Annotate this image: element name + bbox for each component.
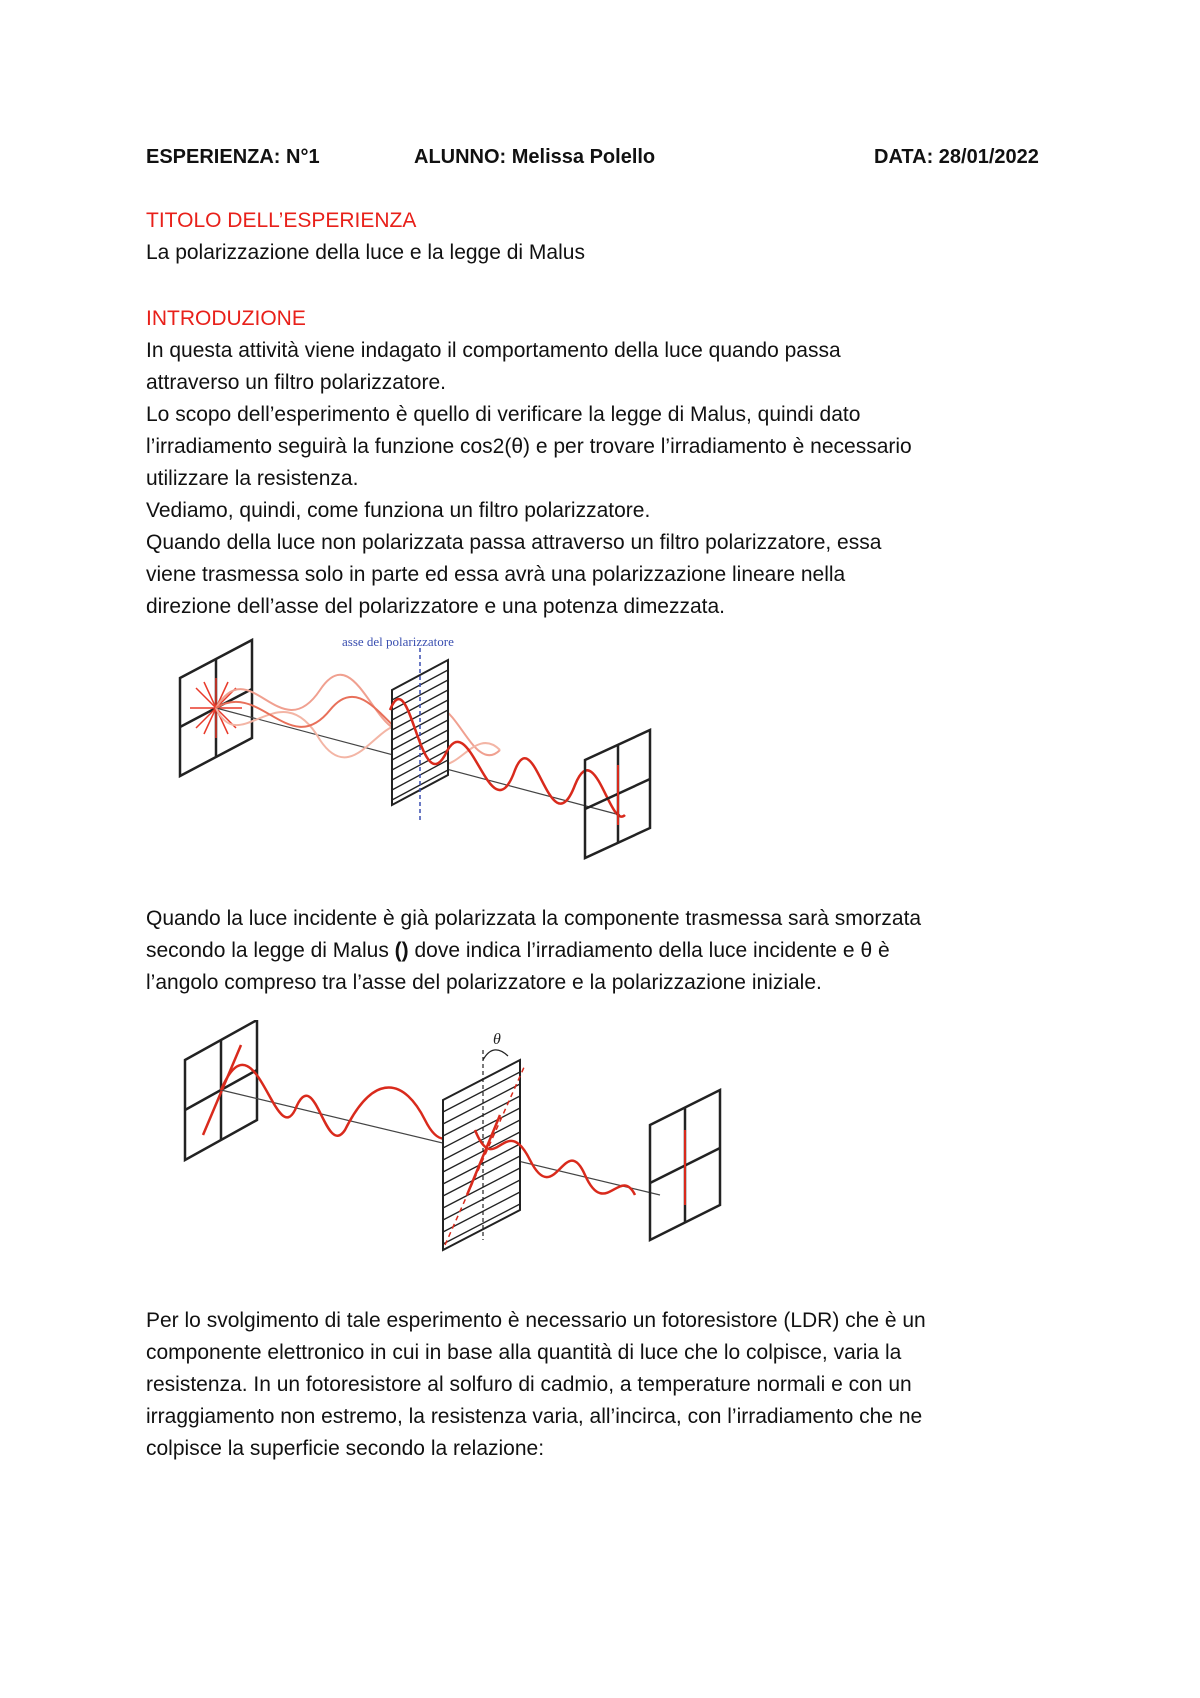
malus-section [146, 903, 1076, 999]
intro-line: l’irradiamento seguirà la funzione cos2(θ) e per trovare l’irradiamento è necessario [146, 435, 912, 458]
polarizer-figure-unpolarized [170, 630, 690, 890]
intro-line: direzione dell’asse del polarizzatore e una potenza dimezzata. [146, 595, 726, 618]
malus-text-pre: secondo la legge di Malus [146, 939, 395, 962]
theta-label: θ [493, 1031, 501, 1048]
intro-line: utilizzare la resistenza. [146, 467, 359, 490]
title-heading: TITOLO DELL’ESPERIENZA [146, 209, 417, 232]
intro-line: Vediamo, quindi, come funziona un filtro polarizzatore. [146, 499, 651, 522]
malus-line [146, 935, 1076, 967]
polarizer-figure-polarized [175, 1020, 735, 1290]
polarizer-grid-2 [443, 1060, 520, 1250]
experiment-date: DATA: 28/01/2022 [874, 146, 1039, 168]
experience-number: ESPERIENZA: N°1 [146, 146, 320, 168]
intro-line: Lo scopo dell’esperimento è quello di verificare la legge di Malus, quindi dato [146, 403, 861, 426]
intro-section [146, 303, 1076, 623]
ldr-section [146, 1305, 1076, 1465]
intro-line: attraverso un filtro polarizzatore. [146, 371, 446, 394]
title-text: La polarizzazione della luce e la legge di Malus [146, 241, 585, 264]
intro-line: viene trasmessa solo in parte ed essa avrà una polarizzazione lineare nella [146, 563, 846, 586]
student-name: ALUNNO: Melissa Polello [414, 146, 656, 168]
ldr-line: colpisce la superficie secondo la relazione: [146, 1437, 545, 1460]
ldr-line: componente elettronico in cui in base alla quantità di luce che lo colpisce, varia la [146, 1341, 902, 1364]
intro-heading: INTRODUZIONE [146, 307, 306, 330]
intro-line: In questa attività viene indagato il comportamento della luce quando passa [146, 339, 841, 362]
ldr-line: Per lo svolgimento di tale esperimento è necessario un fotoresistore (LDR) che è un [146, 1309, 926, 1332]
malus-line: l’angolo compreso tra l’asse del polarizzatore e la polarizzazione iniziale. [146, 971, 822, 994]
polarizer-axis-label: asse del polarizzatore [342, 634, 454, 649]
ldr-line: resistenza. In un fotoresistore al solfuro di cadmio, a temperature normali e con un [146, 1373, 912, 1396]
malus-formula: () [394, 939, 409, 962]
malus-line: Quando la luce incidente è già polarizzata la componente trasmessa sarà smorzata [146, 907, 922, 930]
malus-text-post: dove indica l’irradiamento della luce incidente e θ è [408, 939, 890, 962]
ldr-line: irraggiamento non estremo, la resistenza varia, all’incirca, con l’irradiamento che ne [146, 1405, 923, 1428]
header-row [146, 146, 1066, 176]
title-section [146, 205, 1076, 269]
intro-line: Quando della luce non polarizzata passa attraverso un filtro polarizzatore, essa [146, 531, 882, 554]
